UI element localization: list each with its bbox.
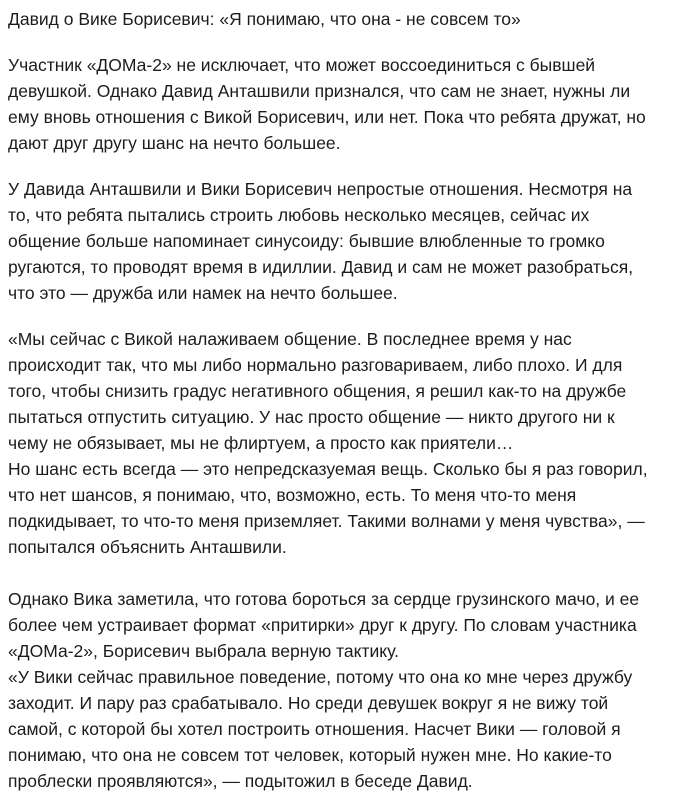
article-paragraph-quote <box>8 326 658 560</box>
article-paragraph-quote <box>8 586 658 794</box>
quote-text: Но шанс есть всегда — это непредсказуемая вещь. Сколько бы я раз говорил, что нет шансов, я понимаю, что, возможно, есть. То меня что-то меня подкидывает, то что-то меня приземляет. Такими волнами у меня чувства», — попытался объяснить Анташвили. <box>8 459 648 557</box>
paragraph-text: Однако Вика заметила, что готова бороться за сердце грузинского мачо, и ее более чем устраивает формат «притирки» друг к другу. По словам участника «ДОМа-2», Борисевич выбрала верную тактику. <box>8 589 640 661</box>
quote-text: «Мы сейчас с Викой налаживаем общение. В последнее время у нас происходит так, что мы либо нормально разговариваем, либо плохо. И для того, чтобы снизить градус негативного общения, я решил как-то на дружбе пытаться отпустить ситуацию. У нас просто общение — никто другого ни к чему не обязывает, мы не флиртуем, а просто как приятели… <box>8 329 627 453</box>
article-title: Давид о Вике Борисевич: «Я понимаю, что она - не совсем то» <box>8 9 521 29</box>
article-paragraph <box>8 176 658 306</box>
paragraph-text: У Давида Анташвили и Вики Борисевич непростые отношения. Несмотря на то, что ребята пытались строить любовь несколько месяцев, сейчас их общение больше напоминает синусоиду: бывшие влюбленные то громко ругаются, то проводят время в идиллии. Давид и сам не может разобраться, что это — дружба или намек на нечто большее. <box>8 179 634 303</box>
paragraph-text: Участник «ДОМа-2» не исключает, что может воссоединиться с бывшей девушкой. Однако Давид Анташвили признался, что сам не знает, нужны ли ему вновь отношения с Викой Борисевич, или нет. Пока что ребята дружат, но дают друг другу шанс на нечто большее. <box>8 55 646 153</box>
quote-text: «У Вики сейчас правильное поведение, потому что она ко мне через дружбу заходит. И пару раз срабатывало. Но среди девушек вокруг я не вижу той самой, с которой бы хотел построить отношения. Насчет Вики — головой я понимаю, что она не совсем тот человек, который нужен мне. Но какие-то проблески проявляются», — подытожил в беседе Давид. <box>8 667 633 791</box>
article-paragraph <box>8 52 658 156</box>
